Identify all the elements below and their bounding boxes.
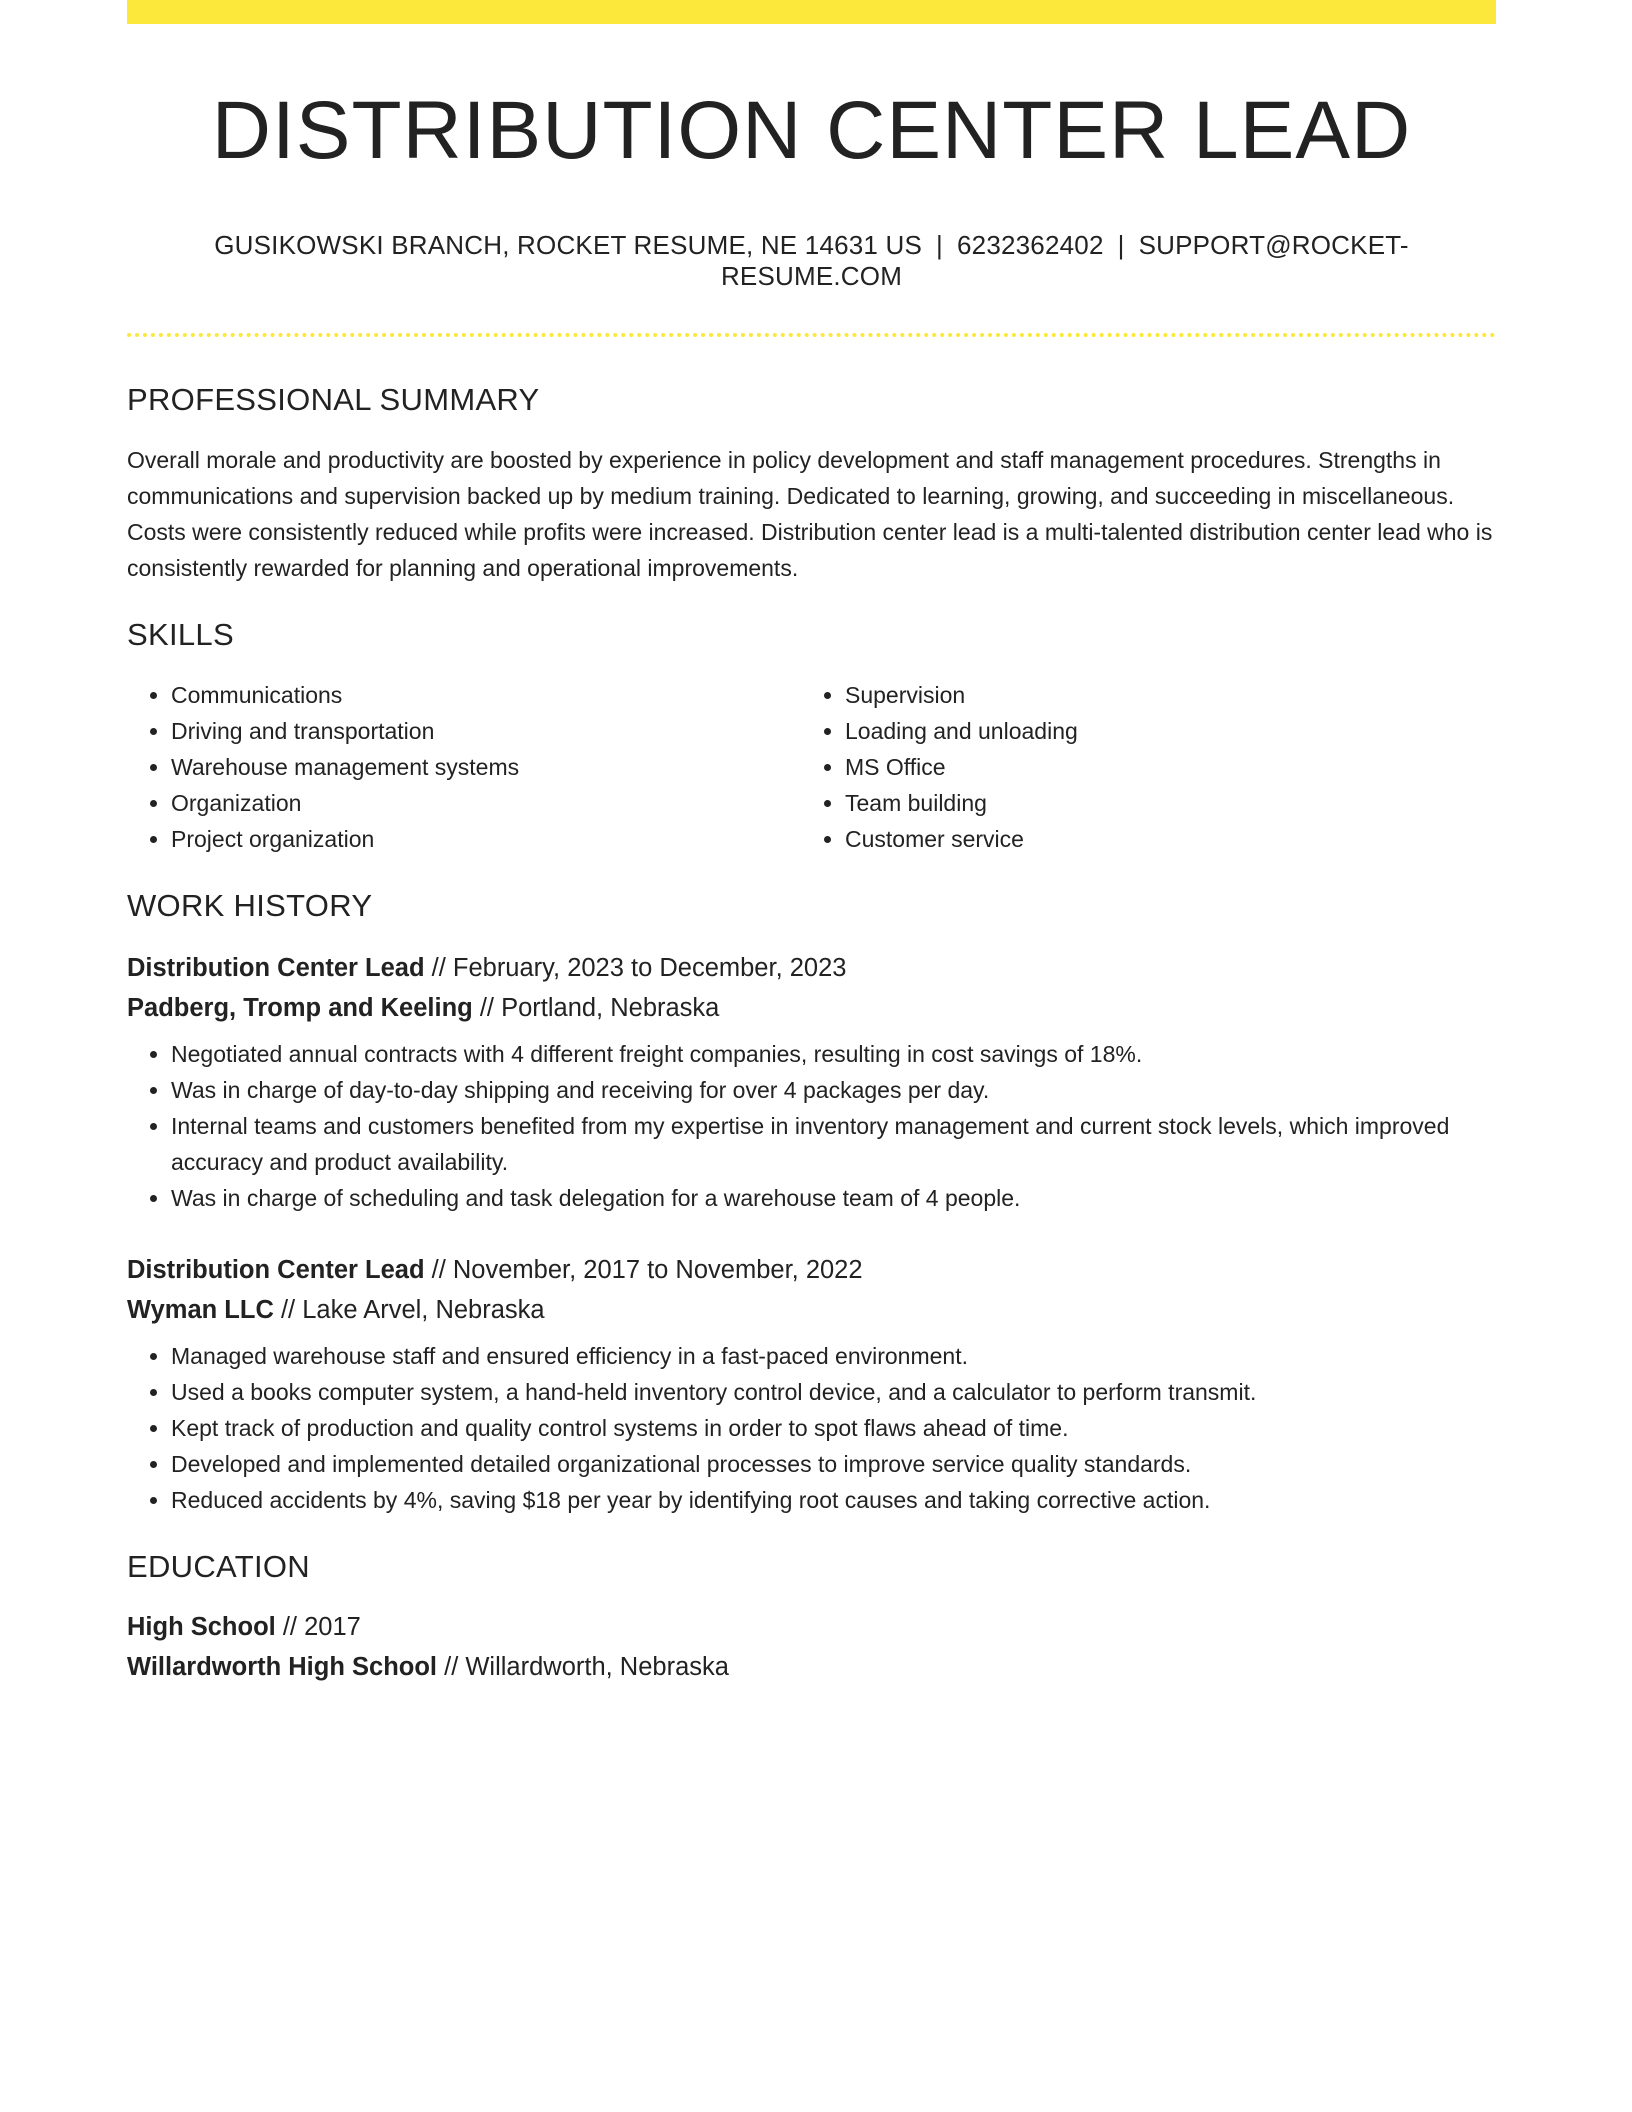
job-company: Wyman LLC — [127, 1296, 274, 1325]
section-title-work-history: WORK HISTORY — [127, 887, 373, 923]
skill-item: • Driving and transportation — [171, 713, 801, 749]
education-year: // 2017 — [282, 1613, 361, 1642]
education-location: // Willardworth, Nebraska — [444, 1653, 729, 1682]
skills-column-right — [801, 677, 1475, 857]
skill-item: • Organization — [171, 785, 801, 821]
job-bullet: • Managed warehouse staff and ensured efficiency in a fast-paced environment. — [171, 1338, 1496, 1374]
job-company-line — [127, 988, 1496, 1028]
job-bullet: • Was in charge of scheduling and task delegation for a warehouse team of 4 people. — [171, 1180, 1496, 1216]
skill-item: • Supervision — [845, 677, 1475, 713]
job-dates: // February, 2023 to December, 2023 — [431, 954, 847, 983]
resume-page — [127, 0, 1496, 1687]
job-location: // Lake Arvel, Nebraska — [280, 1296, 545, 1325]
job-role-line — [127, 948, 1496, 988]
section-title-education: EDUCATION — [127, 1549, 310, 1585]
job-role: Distribution Center Lead — [127, 1256, 425, 1285]
job-company-line — [127, 1290, 1496, 1330]
job-bullet: • Negotiated annual contracts with 4 different freight companies, resulting in cost savings of 18%. — [171, 1036, 1496, 1072]
contact-separator: | — [1117, 230, 1125, 261]
education-school-line — [127, 1647, 1496, 1687]
job-role-line — [127, 1250, 1496, 1290]
job-bullet: • Reduced accidents by 4%, saving $18 per year by identifying root causes and taking corrective action. — [171, 1482, 1496, 1518]
education-school: Willardworth High School — [127, 1653, 438, 1682]
job-bullet: • Was in charge of day-to-day shipping and receiving for over 4 packages per day. — [171, 1072, 1496, 1108]
job-bullets — [127, 1338, 1496, 1518]
job-bullets — [127, 1036, 1496, 1216]
skill-item: • Warehouse management systems — [171, 749, 801, 785]
contact-phone: 6232362402 — [957, 230, 1104, 261]
job-role: Distribution Center Lead — [127, 954, 425, 983]
skill-item: • Loading and unloading — [845, 713, 1475, 749]
job-entry — [127, 948, 1496, 1216]
job-bullet: • Internal teams and customers benefited from my expertise in inventory management and current stock levels, which improved accuracy and product availability. — [171, 1108, 1496, 1180]
job-dates: // November, 2017 to November, 2022 — [431, 1256, 863, 1285]
contact-address: GUSIKOWSKI BRANCH, ROCKET RESUME, NE 14631 US — [214, 230, 923, 261]
skills-list — [127, 677, 1496, 857]
job-location: // Portland, Nebraska — [479, 994, 720, 1023]
education-degree-line — [127, 1607, 1496, 1647]
skill-item: • MS Office — [845, 749, 1475, 785]
job-entry — [127, 1250, 1496, 1518]
skill-item: • Communications — [171, 677, 801, 713]
section-title-summary: PROFESSIONAL SUMMARY — [127, 381, 540, 417]
job-bullet: • Used a books computer system, a hand-held inventory control device, and a calculator to perform transmit. — [171, 1374, 1496, 1410]
education-entry — [127, 1607, 1496, 1687]
contact-separator: | — [936, 230, 943, 261]
dotted-divider — [127, 333, 1496, 337]
skill-item: • Team building — [845, 785, 1475, 821]
contact-line — [127, 230, 1496, 292]
skills-column-left — [127, 677, 801, 857]
section-title-skills: SKILLS — [127, 616, 234, 652]
job-bullet: • Developed and implemented detailed organizational processes to improve service quality standards. — [171, 1446, 1496, 1482]
skill-item: • Customer service — [845, 821, 1475, 857]
job-company: Padberg, Tromp and Keeling — [127, 994, 473, 1023]
resume-title: DISTRIBUTION CENTER LEAD — [211, 85, 1412, 176]
education-degree: High School — [127, 1613, 276, 1642]
summary-text: Overall morale and productivity are boosted by experience in policy development and staff management procedures. Strengths in communications and supervision backed up by medium training. Dedicated to learning, growing, and succeeding in miscellaneous. Costs were consistently reduced while profits were increased. Distribution center lead is a multi-talented distribution center lead who is consistently rewarded for planning and operational improvements. — [127, 446, 1493, 581]
skill-item: • Project organization — [171, 821, 801, 857]
contact-email: SUPPORT@ROCKET-RESUME.COM — [720, 230, 1409, 292]
job-bullet: • Kept track of production and quality control systems in order to spot flaws ahead of time. — [171, 1410, 1496, 1446]
accent-top-bar — [127, 0, 1496, 24]
